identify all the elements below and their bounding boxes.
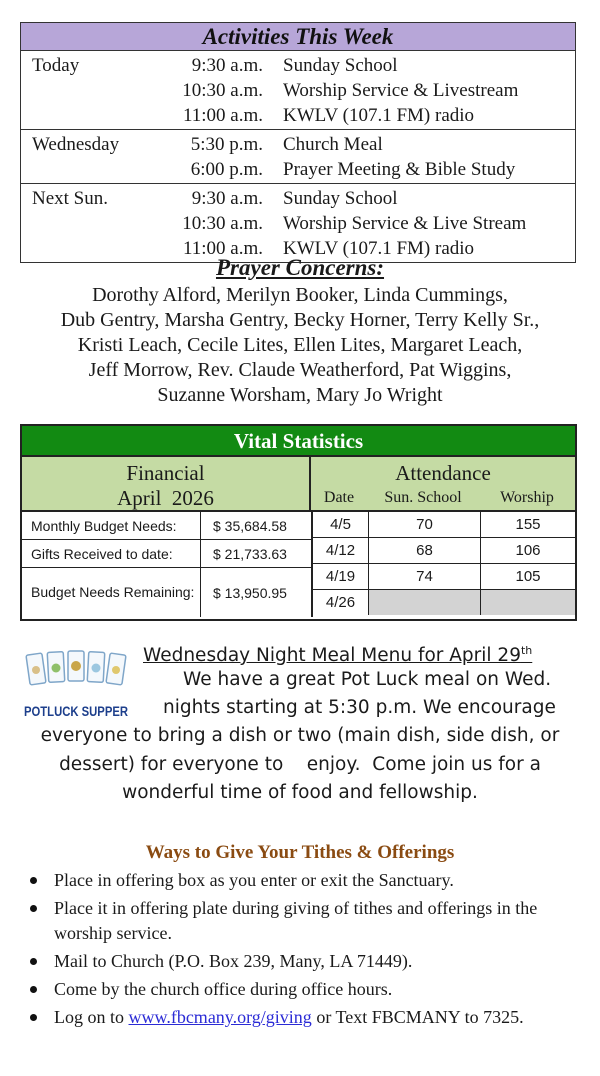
vital-statistics-title: Vital Statistics <box>22 426 575 457</box>
attendance-col-worship: Worship <box>500 489 554 506</box>
attendance-table <box>313 512 575 617</box>
prayer-line: Suzanne Worsham, Mary Jo Wright <box>157 384 443 406</box>
list-item <box>26 1005 582 1030</box>
activity-group-next-sunday <box>21 184 575 262</box>
activity-time: 9:30 a.m. <box>191 188 263 209</box>
vital-statistics-table <box>20 424 577 621</box>
meal-menu-title <box>143 638 532 669</box>
ways-to-give-title: Ways to Give Your Tithes & Offerings <box>145 842 455 863</box>
financial-period: April 2026 <box>117 486 214 510</box>
table-row <box>313 590 575 615</box>
activity-time: 9:30 a.m. <box>191 55 263 76</box>
meal-line: nights starting at 5:30 p.m. We encourage <box>163 697 556 718</box>
activity-event: Church Meal <box>283 134 383 155</box>
meal-line: We have a great Pot Luck meal on Wed. <box>183 669 552 690</box>
give-online-suffix: or Text FBCMANY to 7325. <box>311 1007 524 1027</box>
attendance-col-sunday-school: Sun. School <box>384 489 462 506</box>
attendance-sunday-school <box>369 590 481 615</box>
potluck-cards-icon <box>22 646 130 722</box>
activity-day: Wednesday <box>32 134 120 155</box>
activity-group-today <box>21 51 575 130</box>
activity-day: Today <box>32 55 80 76</box>
meal-line: wonderful time of food and fellowship. <box>122 782 478 803</box>
vital-statistics-header <box>22 457 575 512</box>
activity-event: KWLV (107.1 FM) radio <box>283 105 475 126</box>
attendance-heading: Attendance <box>395 461 491 485</box>
financial-label: Budget Needs Remaining: <box>22 568 201 617</box>
activity-time: 11:00 a.m. <box>182 238 263 259</box>
activity-row <box>21 132 575 157</box>
activity-time: 6:00 p.m. <box>190 159 263 180</box>
financial-label: Gifts Received to date: <box>22 540 201 567</box>
activity-time: 10:30 a.m. <box>182 213 263 234</box>
activity-row <box>21 53 575 78</box>
activity-event: Sunday School <box>283 188 398 209</box>
activity-row <box>21 157 575 182</box>
attendance-worship: 105 <box>515 568 541 585</box>
ways-to-give-list <box>26 868 582 1033</box>
activity-event: Worship Service & Live Stream <box>283 213 527 234</box>
list-item: Place it in offering plate during giving of tithes and offerings in the worship service. <box>26 896 582 946</box>
activity-row <box>21 78 575 103</box>
attendance-sunday-school: 70 <box>369 512 481 537</box>
financial-table <box>22 512 313 617</box>
table-row <box>22 568 311 617</box>
activity-day: Next Sun. <box>32 188 108 209</box>
attendance-sunday-school: 68 <box>369 538 481 563</box>
attendance-worship: 155 <box>515 516 541 533</box>
prayer-line: Dorothy Alford, Merilyn Booker, Linda Cummings, <box>92 284 508 306</box>
list-item: Place in offering box as you enter or exit the Sanctuary. <box>26 868 582 893</box>
activities-title: Activities This Week <box>21 23 575 51</box>
financial-value: $ 13,950.95 <box>213 584 287 601</box>
activity-event: Sunday School <box>283 55 398 76</box>
prayer-line: Kristi Leach, Cecile Lites, Ellen Lites, Margaret Leach, <box>77 334 523 356</box>
activity-row <box>21 103 575 128</box>
financial-label: Monthly Budget Needs: <box>22 512 201 539</box>
table-row <box>313 564 575 590</box>
meal-title-text: Wednesday Night Meal Menu for April 29 <box>143 645 521 667</box>
list-item: Come by the church office during office hours. <box>26 977 582 1002</box>
attendance-date: 4/12 <box>313 538 369 563</box>
attendance-date: 4/26 <box>313 590 369 615</box>
activity-row <box>21 186 575 211</box>
financial-value: $ 21,733.63 <box>213 545 287 562</box>
activity-row <box>21 211 575 236</box>
giving-link[interactable]: www.fbcmany.org/giving <box>128 1007 312 1027</box>
potluck-supper-logo <box>22 646 130 722</box>
financial-header <box>22 457 311 510</box>
prayer-concerns-list <box>0 283 600 408</box>
prayer-concerns-title: Prayer Concerns: <box>215 255 385 280</box>
potluck-logo-text: POTLUCK SUPPER <box>24 704 129 719</box>
meal-line: dessert) for everyone to enjoy. Come join us for a <box>59 753 541 775</box>
activity-event: Worship Service & Livestream <box>283 80 519 101</box>
activities-table <box>20 22 576 263</box>
meal-title-suffix: th <box>520 644 533 657</box>
activity-time: 11:00 a.m. <box>182 105 263 126</box>
attendance-date: 4/19 <box>313 564 369 589</box>
meal-line: everyone to bring a dish or two (main dish, side dish, or <box>40 725 560 746</box>
attendance-col-date: Date <box>323 489 355 506</box>
activity-event: Prayer Meeting & Bible Study <box>283 159 516 180</box>
activity-time: 5:30 p.m. <box>190 134 263 155</box>
financial-value: $ 35,684.58 <box>213 517 287 534</box>
attendance-worship: 106 <box>515 542 541 559</box>
list-item: Mail to Church (P.O. Box 239, Many, LA 71449). <box>26 949 582 974</box>
activity-time: 10:30 a.m. <box>182 80 263 101</box>
prayer-line: Dub Gentry, Marsha Gentry, Becky Horner, Terry Kelly Sr., <box>60 309 540 331</box>
attendance-date: 4/5 <box>313 512 369 537</box>
table-row <box>313 538 575 564</box>
attendance-sunday-school: 74 <box>369 564 481 589</box>
table-row <box>313 512 575 538</box>
table-row <box>22 540 311 568</box>
activity-event: KWLV (107.1 FM) radio <box>283 238 475 259</box>
give-online-prefix: Log on to <box>54 1007 129 1027</box>
activity-group-wednesday <box>21 130 575 184</box>
attendance-header <box>311 457 575 510</box>
prayer-line: Jeff Morrow, Rev. Claude Weatherford, Pat Wiggins, <box>88 359 512 381</box>
financial-heading: Financial <box>126 461 205 485</box>
attendance-worship <box>481 590 575 615</box>
table-row <box>22 512 311 540</box>
